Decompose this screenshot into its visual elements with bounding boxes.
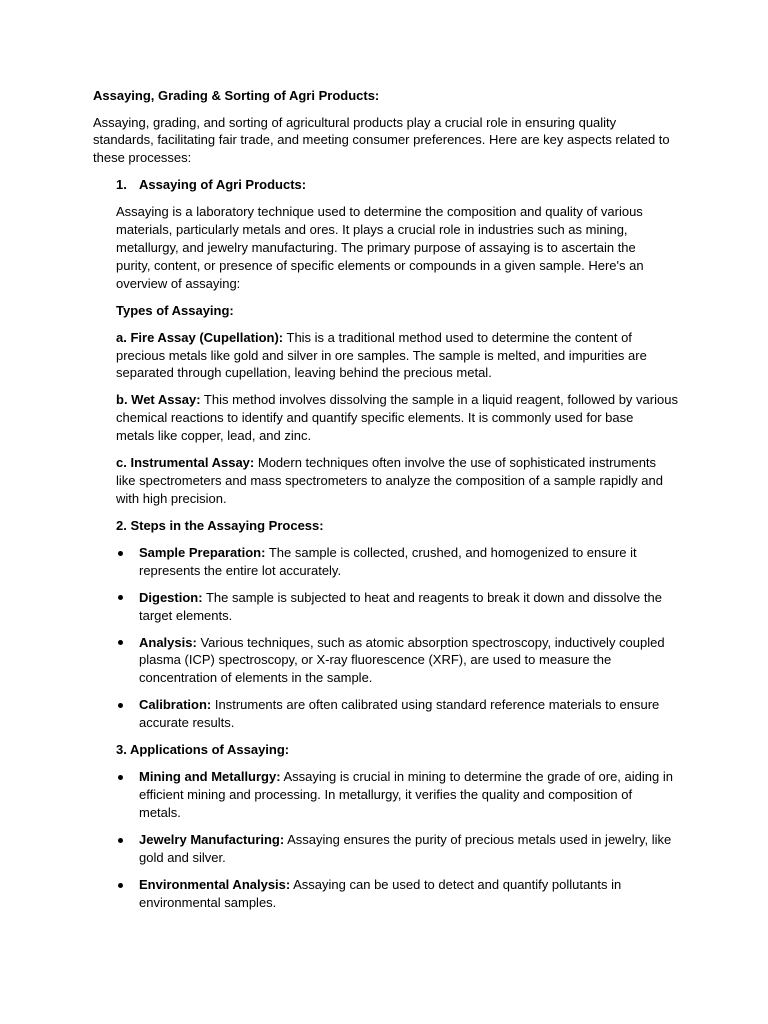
assay-type-fire — [116, 329, 768, 382]
types-heading: Types of Assaying: — [116, 302, 234, 318]
paragraph-line: efficient mining and processing. In metallurgy, it verifies the quality and composition of — [139, 787, 633, 803]
application-item-mining — [139, 768, 768, 821]
bullet-icon — [118, 838, 123, 843]
paragraph-line — [139, 876, 768, 894]
types-heading-block — [116, 302, 768, 320]
paragraph-line — [139, 544, 768, 562]
paragraph-line: target elements. — [139, 607, 233, 623]
assay-type-wet — [116, 391, 768, 444]
paragraph-line: these processes: — [93, 150, 192, 166]
item-lead: Sample Preparation: — [139, 544, 266, 560]
paragraph-line: accurate results. — [139, 715, 235, 731]
bullet-icon — [118, 551, 123, 556]
paragraph-line — [139, 768, 768, 786]
paragraph-line — [139, 589, 768, 607]
bullet-icon — [118, 883, 123, 888]
item-text: This is a traditional method used to determine the content of — [286, 329, 632, 345]
paragraph-line: standards, facilitating fair trade, and meeting consumer preferences. Here are key aspects related to — [93, 132, 670, 148]
section-heading-text: Assaying of Agri Products: — [139, 177, 307, 193]
paragraph-line: precious metals like gold and silver in ore samples. The sample is melted, and impurities are — [116, 347, 647, 363]
item-text: Modern techniques often involve the use of sophisticated instruments — [257, 455, 657, 471]
paragraph-line: plasma (ICP) spectroscopy, or X-ray fluorescence (XRF), are used to measure the — [139, 652, 612, 668]
step-item-calibration — [139, 696, 768, 732]
item-lead: c. Instrumental Assay: — [116, 455, 255, 471]
paragraph-line: metallurgy, and jewelry manufacturing. The primary purpose of assaying is to ascertain the — [116, 239, 636, 255]
paragraph-line — [116, 454, 768, 472]
item-lead: Calibration: — [139, 697, 212, 713]
list-number: 1. — [116, 177, 127, 193]
paragraph-line — [139, 831, 768, 849]
step-item-digestion — [139, 589, 768, 625]
section-2-heading: 2. Steps in the Assaying Process: — [116, 517, 324, 533]
item-text: Assaying ensures the purity of precious metals used in jewelry, like — [287, 832, 672, 848]
paragraph-line — [139, 634, 768, 652]
assay-type-instrumental — [116, 454, 768, 507]
step-item-sample-preparation — [139, 544, 768, 580]
paragraph-line: metals. — [139, 804, 181, 820]
paragraph-line — [139, 696, 768, 714]
paragraph-line: with high precision. — [116, 490, 227, 506]
paragraph-line: metals like copper, lead, and zinc. — [116, 428, 312, 444]
paragraph-line: environmental samples. — [139, 894, 277, 910]
paragraph-line: purity, content, or presence of specific elements or compounds in a given sample. Here's an — [116, 257, 644, 273]
paragraph-line: chemical reactions to identify and quantify specific elements. It is commonly used for base — [116, 410, 634, 426]
item-text: Assaying is crucial in mining to determine the grade of ore, aiding in — [283, 769, 673, 785]
paragraph-line: represents the entire lot accurately. — [139, 562, 342, 578]
item-text: The sample is collected, crushed, and homogenized to ensure it — [268, 544, 637, 560]
application-item-environmental — [139, 876, 768, 912]
bullet-icon — [118, 595, 123, 600]
section-3-heading-block — [116, 741, 768, 759]
overview-paragraph — [116, 203, 768, 292]
section-2-heading-block — [116, 517, 768, 535]
item-text: Instruments are often calibrated using standard reference materials to ensure — [214, 697, 660, 713]
paragraph-line: materials, particularly metals and ores. It plays a crucial role in industries such as mining, — [116, 222, 628, 238]
item-lead: Analysis: — [139, 634, 197, 650]
paragraph-line: Assaying is a laboratory technique used to determine the composition and quality of various — [116, 204, 643, 220]
bullet-icon — [118, 640, 123, 645]
item-lead: Mining and Metallurgy: — [139, 769, 281, 785]
item-text: The sample is subjected to heat and reagents to break it down and dissolve the — [205, 589, 662, 605]
application-item-jewelry — [139, 831, 768, 867]
document-title: Assaying, Grading & Sorting of Agri Products: — [93, 87, 380, 103]
item-lead: Environmental Analysis: — [139, 876, 291, 892]
paragraph-line: gold and silver. — [139, 849, 226, 865]
paragraph-line — [116, 329, 768, 347]
document-title-block — [93, 87, 768, 105]
item-lead: b. Wet Assay: — [116, 392, 201, 408]
item-lead: a. Fire Assay (Cupellation): — [116, 329, 284, 345]
bullet-icon — [118, 775, 123, 780]
paragraph-line — [116, 391, 768, 409]
item-text: Assaying can be used to detect and quantify pollutants in — [293, 876, 622, 892]
step-item-analysis — [139, 634, 768, 687]
paragraph-line: Assaying, grading, and sorting of agricultural products play a crucial role in ensuring quality — [93, 114, 617, 130]
paragraph-line: concentration of elements in the sample. — [139, 670, 373, 686]
item-lead: Jewelry Manufacturing: — [139, 832, 285, 848]
paragraph-line: separated through cupellation, leaving behind the precious metal. — [116, 365, 492, 381]
item-lead: Digestion: — [139, 589, 203, 605]
bullet-icon — [118, 703, 123, 708]
item-text: Various techniques, such as atomic absorption spectroscopy, inductively coupled — [200, 634, 665, 650]
section-3-heading: 3. Applications of Assaying: — [116, 742, 290, 758]
paragraph-line: overview of assaying: — [116, 275, 241, 291]
item-text: This method involves dissolving the sample in a liquid reagent, followed by various — [203, 392, 678, 408]
section-1-heading — [116, 176, 768, 194]
paragraph-line: like spectrometers and mass spectrometers to analyze the composition of a sample rapidly and — [116, 472, 663, 488]
intro-paragraph — [93, 114, 768, 167]
